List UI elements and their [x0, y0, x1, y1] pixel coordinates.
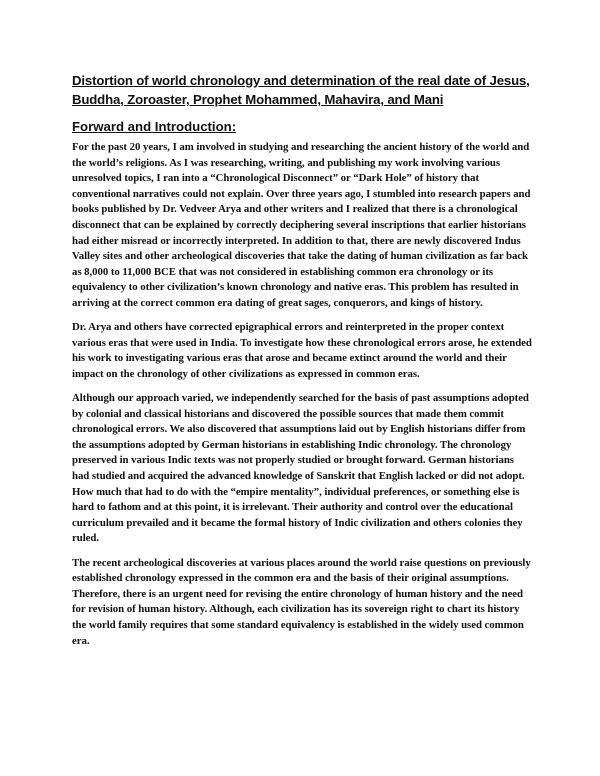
document-title: Distortion of world chronology and determination of the real date of Jesus, Buddha, Zoroaster, Prophet Mohammed, Mahavira, and Mani: [72, 73, 530, 107]
section-heading: Forward and Introduction:: [72, 119, 237, 134]
paragraph-3: Although our approach varied, we independently searched for the basis of past assumptions adopted by colonial and classical historians and discovered the possible sources that made them commit chronological errors. We also discovered that assumptions laid out by English historians differ from the assumptions adopted by German historians in establishing Indic chronology. The chronology preserved in various Indic texts was not properly studied or brought forward. German historians had studied and acquired the advanced knowledge of Sanskrit that English lacked or did not adopt. How much that had to do with the “empire mentality”, individual preferences, or something else is hard to fathom and at this point, it is irrelevant. Their authority and control over the educational curriculum prevailed and it became the formal history of Indic civilization and others colonies they ruled.: [72, 392, 529, 545]
document-body: [72, 140, 532, 658]
paragraph-1: For the past 20 years, I am involved in studying and researching the ancient history of the world and the world’s religions. As I was researching, writing, and publishing my work involving various unresolved topics, I ran into a “Chronological Disconnect” or “Dark Hole” of history that conventional narratives could not explain. Over three years ago, I stumbled into research papers and books published by Dr. Vedveer Arya and other writers and I realized that there is a chronological disconnect that can be explained by correctly deciphering several inscriptions that earlier historians had either misread or incorrectly interpreted. In addition to that, there are newly discovered Indus Valley sites and other archeological discoveries that take the dating of human civilization as far back as 8,000 to 11,000 BCE that was not considered in establishing common era chronology or its equivalency to other civilization’s known chronology and native eras. This problem has resulted in arriving at the correct common era dating of great sages, conquerors, and kings of history.: [72, 141, 531, 309]
paragraph-4: The recent archeological discoveries at various places around the world raise questions on previously established chronology expressed in the common era and the basis of their original assumptions. Therefore, there is an urgent need for revising the entire chronology of human history and the need for revision of human history. Although, each civilization has its sovereign right to chart its history the world family requires that some standard equivalency is established in the widely used common era.: [72, 556, 531, 647]
paragraph-2: Dr. Arya and others have corrected epigraphical errors and reinterpreted in the proper context various eras that were used in India. To investigate how these chronological errors arose, he extended his work to investigating various eras that arose and became extinct around the world and their impact on the chronology of other civilizations as expressed in common eras.: [72, 321, 532, 380]
